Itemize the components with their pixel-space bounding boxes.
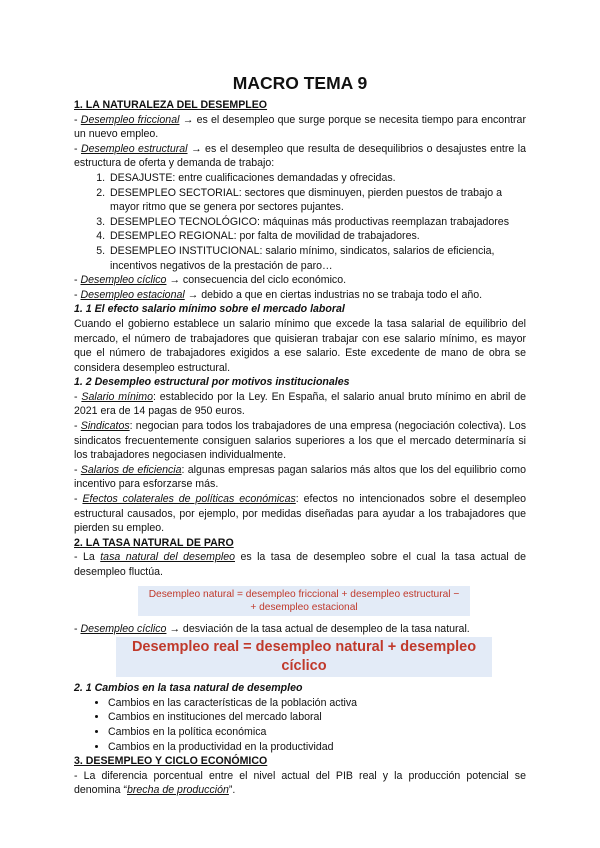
ciclico-paragraph: - Desempleo cíclico → consecuencia del ciclo económico. bbox=[74, 274, 347, 287]
eficiencia-term: Salarios de eficiencia bbox=[80, 463, 182, 476]
estacional-text: → debido a que en ciertas industrias no se trabaja todo el año. bbox=[184, 288, 483, 301]
sindicatos-item: - Sindicatos: negocian para todos los trabajadores de una empresa (negociación colectiva). Los sindicatos frecuentemente consiguen salarios superiores a los que el mercado determinaría si los trabajadores negociasen individualmente. bbox=[74, 420, 526, 462]
real-unemployment-formula: Desempleo real = desempleo natural + desempleo cíclico bbox=[116, 637, 492, 677]
section-1-heading: 1. LA NATURALEZA DEL DESEMPLEO bbox=[74, 99, 268, 111]
ciclico-definition-term: Desempleo cíclico bbox=[80, 622, 167, 635]
estructural-paragraph: - Desempleo estructural → es el desempleo que resulta de desequilibrios o desajustes entre la estructura de oferta y demanda de trabajo: bbox=[74, 142, 526, 170]
sindicatos-term: Sindicatos bbox=[80, 420, 130, 433]
sindicatos-text: : negocian para todos los trabajadores de una empresa (negociación colectiva). Los sindicatos frecuentemente consiguen salarios superiores a los que el mercado determinaría si los trabajadores negociasen individualmente. bbox=[74, 420, 526, 462]
ciclico-text: → consecuencia del ciclo económico. bbox=[166, 274, 347, 287]
structural-types-list bbox=[74, 171, 526, 273]
section-2-1-heading: 2. 1 Cambios en la tasa natural de desempleo bbox=[74, 682, 303, 695]
friccional-term: Desempleo friccional bbox=[80, 113, 180, 126]
document-title: MACRO TEMA 9 bbox=[232, 73, 368, 93]
friccional-paragraph: - Desempleo friccional → es el desempleo que surge porque se necesita tiempo para encontrar un nuevo empleo. bbox=[74, 113, 526, 141]
section-1-1-heading: 1. 1 El efecto salario mínimo sobre el mercado laboral bbox=[74, 303, 345, 316]
natural-rate-changes-list bbox=[74, 696, 526, 754]
list-item: • Cambios en la productividad en la productividad bbox=[108, 740, 526, 755]
tasa-natural-prefix: - La bbox=[74, 551, 101, 564]
list-item: 1. DESAJUSTE: entre cualificaciones demandadas y ofrecidas. bbox=[108, 171, 526, 186]
salario-minimo-text: : establecido por la Ley. En España, el salario anual bruto mínimo en abril de 2021 era de 14 pagas de 950 euros. bbox=[74, 390, 526, 418]
brecha-paragraph bbox=[74, 769, 526, 798]
estructural-text: → es el desempleo que resulta de desequilibrios o desajustes entre la estructura de oferta y demanda de trabajo: bbox=[74, 142, 526, 170]
formula-line-2: + desempleo estacional bbox=[250, 601, 358, 613]
section-2-heading: 2. LA TASA NATURAL DE PARO bbox=[74, 536, 234, 549]
list-item: 4. DESEMPLEO REGIONAL: por falta de movilidad de trabajadores. bbox=[108, 229, 526, 244]
list-item: 2. DESEMPLEO SECTORIAL: sectores que disminuyen, pierden puestos de trabajo a mayor ritmo que se genera por sectores pujantes. bbox=[108, 186, 526, 215]
natural-unemployment-formula bbox=[138, 586, 470, 616]
list-item: 3. DESEMPLEO TECNOLÓGICO: máquinas más productivas reemplazan trabajadores bbox=[108, 215, 526, 230]
colaterales-term: Efectos colaterales de políticas económicas bbox=[82, 493, 296, 506]
colaterales-item: - Efectos colaterales de políticas económicas: efectos no intencionados sobre el desempleo estructural causados, por ejemplo, por medidas diseñadas para ayudar a los trabajadores que pierden su empleo. bbox=[74, 493, 526, 535]
section-3-heading: 3. DESEMPLEO Y CICLO ECONÓMICO bbox=[74, 755, 268, 768]
tasa-natural-text: es la tasa de desempleo sobre el cual la tasa actual de desempleo fluctúa. bbox=[74, 551, 527, 578]
estacional-paragraph: - Desempleo estacional → debido a que en ciertas industrias no se trabaja todo el año. bbox=[74, 288, 483, 301]
section-1-2-heading: 1. 2 Desempleo estructural por motivos institucionales bbox=[74, 376, 350, 389]
tasa-natural-paragraph bbox=[74, 550, 526, 579]
colaterales-text: : efectos no intencionados sobre el desempleo estructural causados, por ejemplo, por medidas diseñadas para ayudar a los trabajadores que pierden su empleo. bbox=[74, 493, 526, 535]
eficiencia-text: : algunas empresas pagan salarios más altos que los del equilibrio como incentivo para esforzarse más. bbox=[74, 463, 526, 491]
estacional-term: Desempleo estacional bbox=[80, 288, 185, 301]
formula-line-1: Desempleo natural = desempleo friccional + desempleo estructural − bbox=[148, 588, 460, 600]
document-page bbox=[74, 72, 526, 798]
estructural-term: Desempleo estructural bbox=[81, 142, 188, 155]
ciclico-term: Desempleo cíclico bbox=[80, 274, 167, 287]
eficiencia-item: - Salarios de eficiencia: algunas empresas pagan salarios más altos que los del equilibrio como incentivo para esforzarse más. bbox=[74, 463, 526, 491]
brecha-text-pre: - La diferencia porcentual entre el nivel actual del PIB real y la producción potencial se denomina “ bbox=[74, 769, 526, 797]
list-item: 5. DESEMPLEO INSTITUCIONAL: salario mínimo, sindicatos, salarios de eficiencia, incentivos negativos de la prestación de paro… bbox=[108, 244, 526, 273]
tasa-natural-term: tasa natural del desempleo bbox=[100, 551, 235, 564]
list-item: • Cambios en las características de la población activa bbox=[108, 696, 526, 711]
salario-minimo-paragraph: Cuando el gobierno establece un salario mínimo que excede la tasa salarial de equilibrio del mercado, el número de trabajadores que quisieran trabajar con ese salario mínimo, es mayor que el número de trabajadores exigidos a ese salario. Este excedente de mano de obra se considera desempleo estructural. bbox=[74, 317, 526, 374]
list-item: • Cambios en instituciones del mercado laboral bbox=[108, 710, 526, 725]
list-item: • Cambios en la política económica bbox=[108, 725, 526, 740]
salario-minimo-term: Salario mínimo bbox=[81, 390, 153, 403]
brecha-term: brecha de producción bbox=[127, 784, 229, 797]
ciclico-definition: - Desempleo cíclico → desviación de la tasa actual de desempleo de la tasa natural. bbox=[74, 622, 470, 635]
ciclico-definition-text: → desviación de la tasa actual de desempleo de la tasa natural. bbox=[166, 622, 470, 635]
brecha-text-post: ”. bbox=[228, 784, 236, 797]
friccional-text: → es el desempleo que surge porque se necesita tiempo para encontrar un nuevo empleo. bbox=[74, 113, 526, 141]
salario-minimo-item: - Salario mínimo: establecido por la Ley. En España, el salario anual bruto mínimo en abril de 2021 era de 14 pagas de 950 euros. bbox=[74, 390, 526, 418]
